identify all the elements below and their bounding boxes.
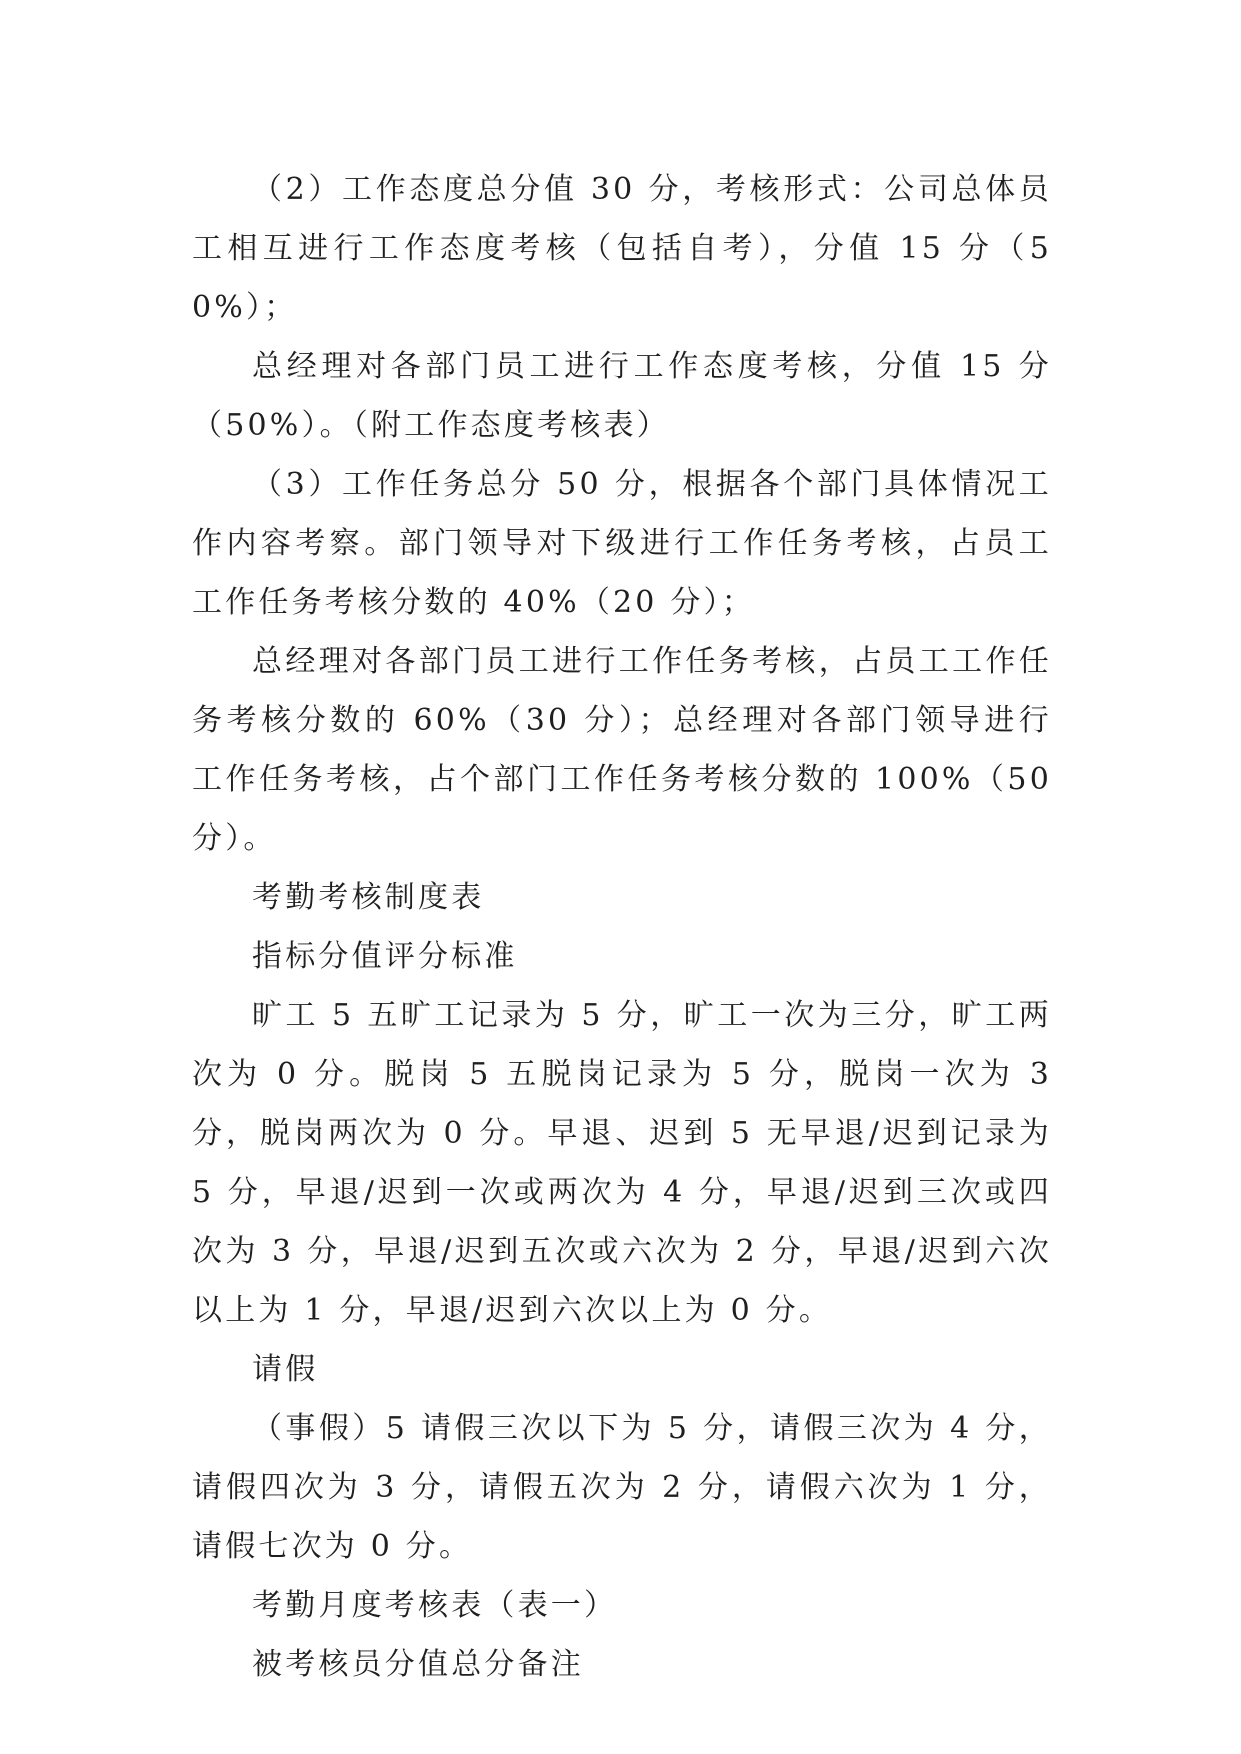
paragraph-manager-task: 总经理对各部门员工进行工作任务考核，占员工工作任务考核分数的 60%（30 分）；总经理对各部门领导进行工作任务考核，占个部门工作任务考核分数的 100%（50 分）。 [192,644,1052,856]
paragraph-absence-rules: 旷工 5 五旷工记录为 5 分，旷工一次为三分，旷工两次为 0 分。脱岗 5 五脱岗记录为 5 分，脱岗一次为 3 分，脱岗两次为 0 分。早退、迟到 5 无早退/迟到记录为 5 分，早退/迟到一次或两次为 4 分，早退/迟到三次或四次为 3 分，早退/迟到五次或六次为 2 分，早退/迟到六次以上为 1 分，早退/迟到六次以上为 0 分。 [192,998,1052,1328]
heading-indicator-criteria: 指标分值评分标准 [252,939,518,974]
paragraph-manager-attitude: 总经理对各部门员工进行工作态度考核，分值 15 分（50%）。（附工作态度考核表） [192,349,1052,443]
document-body [192,160,1052,1694]
paragraph-leave-rules: （事假）5 请假三次以下为 5 分，请假三次为 4 分，请假四次为 3 分，请假五次为 2 分，请假六次为 1 分，请假七次为 0 分。 [192,1411,1052,1564]
paragraph-work-attitude: （2）工作态度总分值 30 分，考核形式：公司总体员工相互进行工作态度考核（包括自考），分值 15 分（50%）； [192,172,1052,325]
heading-leave: 请假 [252,1352,319,1387]
heading-monthly-attendance-table: 考勤月度考核表（表一） [252,1588,618,1623]
paragraph-work-task: （3）工作任务总分 50 分，根据各个部门具体情况工作内容考察。部门领导对下级进行工作任务考核，占员工工作任务考核分数的 40%（20 分）； [192,467,1052,620]
heading-attendance-system-table: 考勤考核制度表 [252,880,485,915]
table-header-line: 被考核员分值总分备注 [252,1647,584,1682]
